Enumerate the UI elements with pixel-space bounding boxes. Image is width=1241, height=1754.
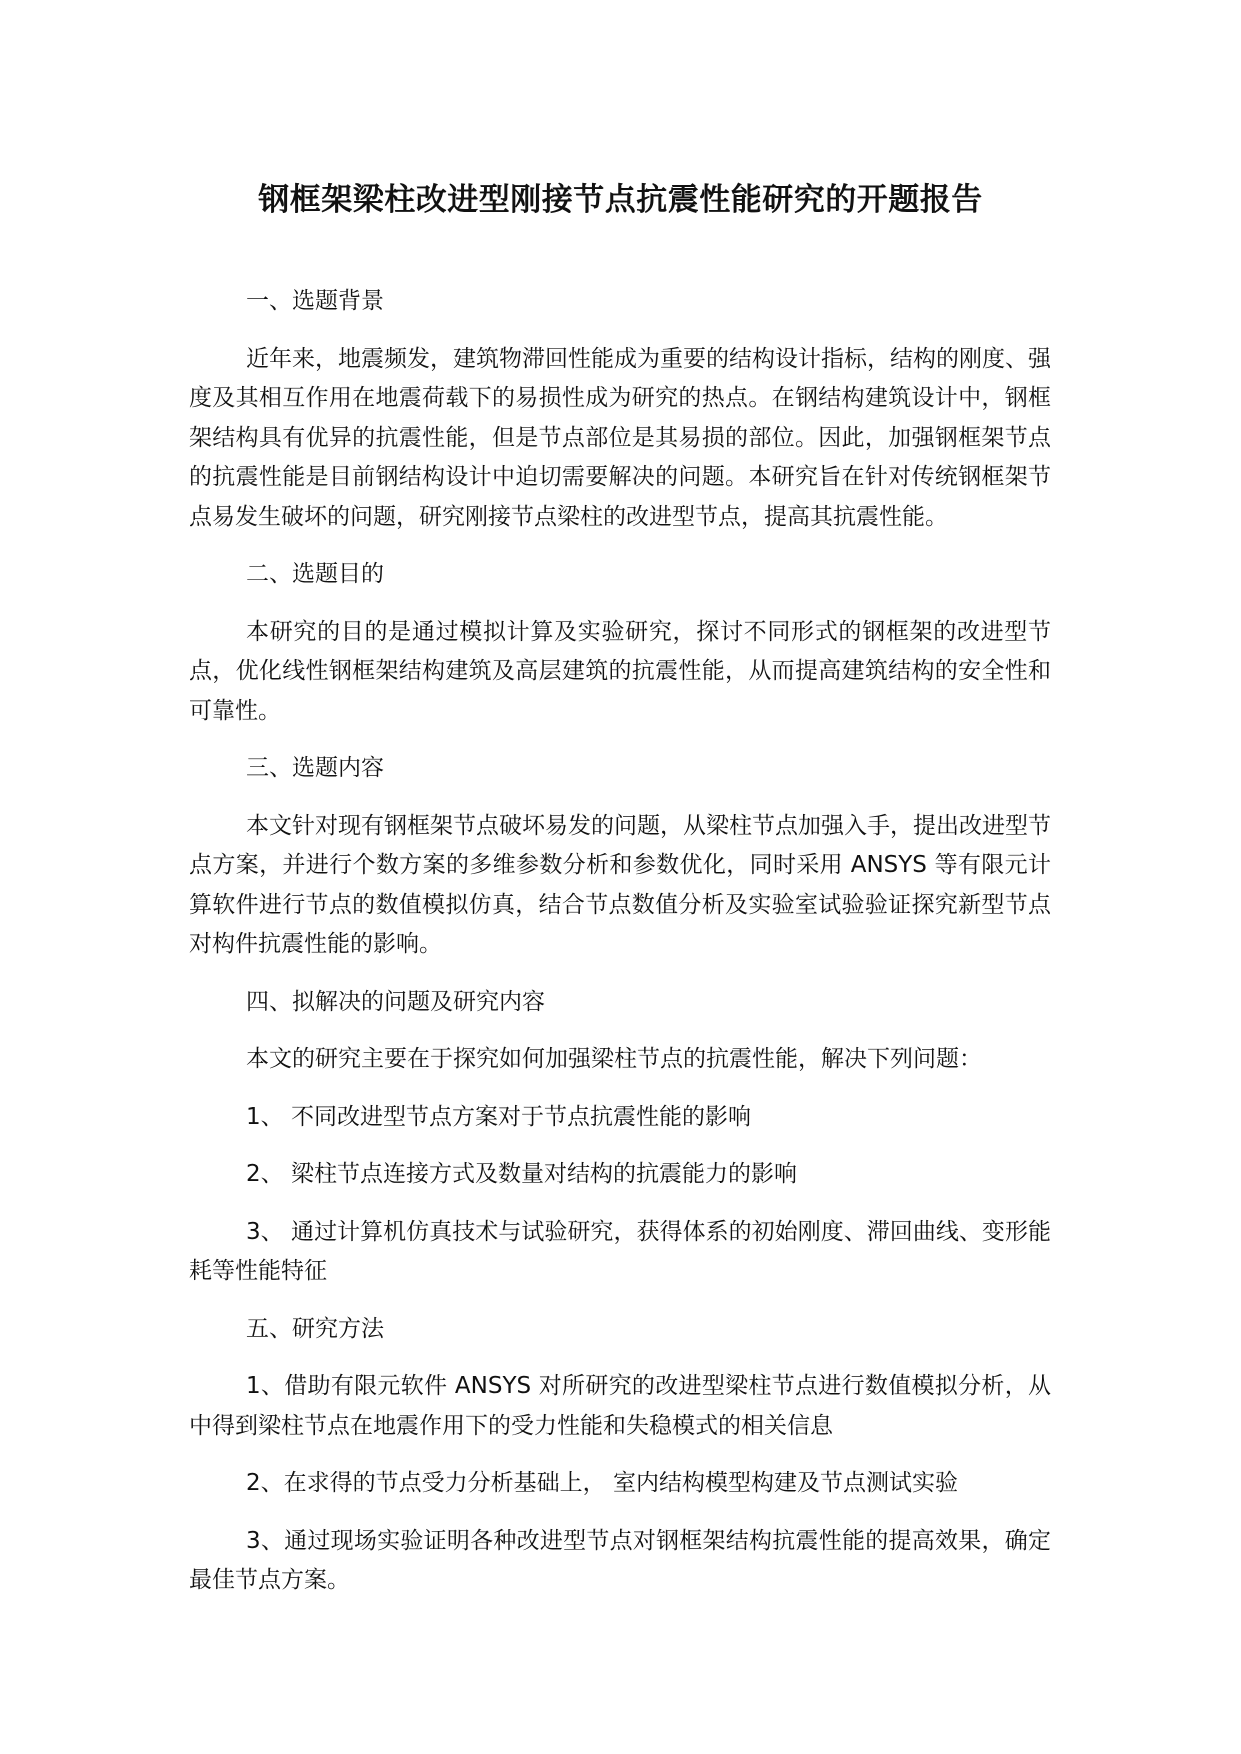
list-item: 1、借助有限元软件 ANSYS 对所研究的改进型梁柱节点进行数值模拟分析，从中得到梁柱节点在地震作用下的受力性能和失稳模式的相关信息 xyxy=(189,1373,1051,1439)
section-heading: 三、选题内容 xyxy=(246,755,384,781)
paragraph: 本文的研究主要在于探究如何加强梁柱节点的抗震性能，解决下列问题： xyxy=(246,1046,982,1072)
list-item: 3、 通过计算机仿真技术与试验研究，获得体系的初始刚度、滞回曲线、变形能耗等性能特征 xyxy=(189,1218,1051,1284)
list-item: 2、 梁柱节点连接方式及数量对结构的抗震能力的影响 xyxy=(246,1161,797,1187)
section-heading: 五、研究方法 xyxy=(246,1315,384,1342)
section-background xyxy=(189,282,1051,537)
section-heading: 一、选题背景 xyxy=(246,288,384,314)
document-body xyxy=(189,282,1051,1619)
section-heading: 二、选题目的 xyxy=(246,561,384,587)
paragraph: 本研究的目的是通过模拟计算及实验研究，探讨不同形式的钢框架的改进型节点，优化线性钢框架结构建筑及高层建筑的抗震性能，从而提高建筑结构的安全性和可靠性。 xyxy=(189,618,1051,724)
list-item: 3、通过现场实验证明各种改进型节点对钢框架结构抗震性能的提高效果，确定最佳节点方案。 xyxy=(189,1527,1051,1593)
list-item: 1、 不同改进型节点方案对于节点抗震性能的影响 xyxy=(246,1103,751,1130)
section-content xyxy=(189,749,1051,965)
section-heading: 四、拟解决的问题及研究内容 xyxy=(246,988,545,1015)
section-problems xyxy=(189,983,1051,1292)
paragraph: 近年来，地震频发，建筑物滞回性能成为重要的结构设计指标，结构的刚度、强度及其相互作用在地震荷载下的易损性成为研究的热点。在钢结构建筑设计中，钢框架结构具有优异的抗震性能，但是节点部位是其易损的部位。因此，加强钢框架节点的抗震性能是目前钢结构设计中迫切需要解决的问题。本研究旨在针对传统钢框架节点易发生破坏的问题，研究刚接节点梁柱的改进型节点，提高其抗震性能。 xyxy=(189,345,1051,530)
paragraph: 本文针对现有钢框架节点破坏易发的问题，从梁柱节点加强入手，提出改进型节点方案，并进行个数方案的多维参数分析和参数优化，同时采用 ANSYS 等有限元计算软件进行节点的数值模拟仿真，结合节点数值分析及实验室试验验证探究新型节点对构件抗震性能的影响。 xyxy=(189,812,1051,957)
section-methods xyxy=(189,1310,1051,1601)
section-purpose xyxy=(189,555,1051,731)
list-item: 2、在求得的节点受力分析基础上， 室内结构模型构建及节点测试实验 xyxy=(246,1470,958,1496)
document-title: 钢框架梁柱改进型刚接节点抗震性能研究的开题报告 xyxy=(258,182,983,218)
